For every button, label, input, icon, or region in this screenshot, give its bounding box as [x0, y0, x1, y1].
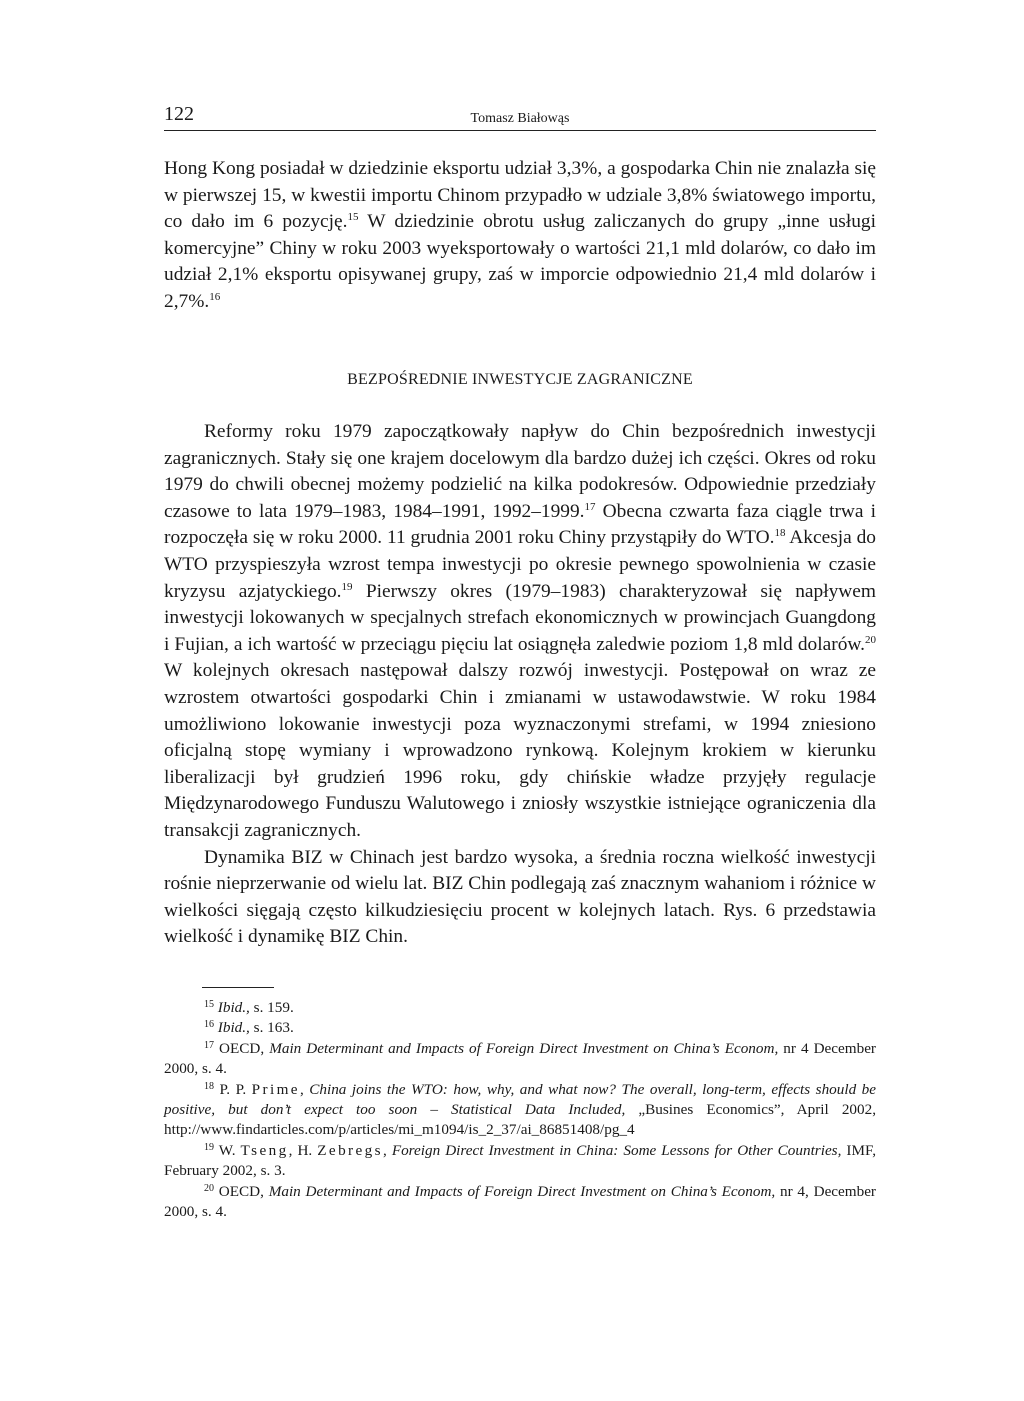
footnote-ref: 18 [774, 527, 786, 540]
footnote-ref: 19 [341, 580, 353, 593]
paragraph-text: Reformy roku 1979 zapoczątkowały napływ do Chin bezpośrednich inwestycji zagranicznych. Stały się one krajem docelowym dla bardzo dużej ich części. Okres od roku 1979 do chwili obecnej możemy podzielić na kilka podokresów. Odpowiednie przedziały czasowe to lata 1979–1983, 1984–1991, 1992–1999. [164, 421, 876, 522]
paragraph [164, 156, 876, 316]
page-header [164, 102, 876, 131]
paragraph-text: Hong Kong posiadał w dziedzinie eksportu udział 3,3%, a gospodarka Chin nie znalazła się w pierwszej 15, w kwestii importu Chinom przypadło w udziale 3,8% światowego importu, co dało im 6 pozycję. [164, 158, 876, 233]
section-heading: BEZPOŚREDNIE INWESTYCJE ZAGRANICZNE [347, 371, 693, 388]
footnote-19: $^{19}$ W. Tseng, H. Zebregs, Foreign Direct Investment in China: Some Lessons for Other Countries, IMF, February 2002, s. 3. [164, 1141, 877, 1180]
footnote-18: $^{18}$ P. P. Prime, China joins the WTO: how, why, and what now? The overall, long-term, effects should be positive, but don’t expect too soon – Statistical Data Included, „Busines Economics”, April 2002, http://www.findarticles.com/p/articles/mi_m1094/is_2_37/ai_86851408/pg_4 [164, 1080, 877, 1139]
footnotes [164, 998, 876, 1222]
paragraph [164, 845, 876, 951]
running-head: Tomasz Białowąs [470, 111, 570, 126]
paragraph [164, 419, 876, 845]
paragraph-text: Dynamika BIZ w Chinach jest bardzo wysoka, a średnia roczna wielkość inwestycji rośnie nieprzerwanie od wielu lat. BIZ Chin podlegają zaś znacznym wahaniom i różnice w wielkości sięgają często kilkudziesięciu procent w kolejnych latach. Rys. 6 przedstawia wielkość i dynamikę BIZ Chin. [164, 846, 876, 948]
paragraph-text: Obecna czwarta faza ciągle trwa i rozpoczęła się w roku 2000. 11 grudnia 2001 roku Chiny przystąpiły do WTO. [164, 500, 877, 549]
body-text-main [164, 419, 876, 951]
footnote-ref: 16 [209, 290, 221, 303]
footnote-ref: 15 [347, 211, 359, 224]
footnote-20: $^{20}$ OECD, Main Determinant and Impacts of Foreign Direct Investment on China’s Econom, nr 4, December 2000, s. 4. [164, 1182, 876, 1221]
footnote-divider [202, 987, 274, 988]
body-text-top [164, 156, 876, 316]
paragraph-text: Pierwszy okres (1979–1983) charakteryzował się napływem inwestycji lokowanych w specjalnych strefach ekonomicznych w prowincjach Guangdong i Fujian, a ich wartość w przeciągu pięciu lat osiągnęła zaledwie poziom 1,8 mld dolarów. [164, 580, 876, 655]
paragraph-text: W kolejnych okresach następował dalszy rozwój inwestycji. Postępował on wraz ze wzrostem otwartości gospodarki Chin i zmianami w ustawodawstwie. W roku 1984 umożliwiono lokowanie inwestycji poza wyznaczonymi strefami, w 1994 zniesiono oficjalną stopę wymiany i wprowadzono rynkową. Kolejnym krokiem w kierunku liberalizacji był grudzień 1996 roku, gdy chińskie władze przyjęły regulacje Międzynarodowego Funduszu Walutowego i zniosły wszystkie istniejące ograniczenia dla transakcji zagranicznych. [164, 660, 876, 841]
paragraph-text: W dziedzinie obrotu usług zaliczanych do grupy „inne usługi komercyjne” Chiny w roku 2003 wyeksportowały o wartości 21,1 mld dolarów, co dało im udział 2,1% eksportu opisywanej grupy, zaś w imporcie odpowiednio 21,4 mld dolarów i 2,7%. [164, 211, 877, 312]
page-number: 122 [164, 103, 194, 125]
footnote-ref: 17 [584, 500, 596, 513]
footnote-16: $^{16}$ Ibid., s. 163. [204, 1019, 294, 1037]
footnote-17: $^{17}$ OECD, Main Determinant and Impacts of Foreign Direct Investment on China’s Econom, nr 4 December 2000, s. 4. [164, 1039, 876, 1078]
footnote-15: $^{15}$ Ibid., s. 159. [204, 999, 294, 1016]
footnote-ref: 20 [865, 633, 876, 646]
paragraph-text: Akcesja do WTO przyspieszyła wzrost tempa inwestycji po okresie pewnego spowolnienia w czasie kryzysu azjatyckiego. [164, 527, 876, 602]
